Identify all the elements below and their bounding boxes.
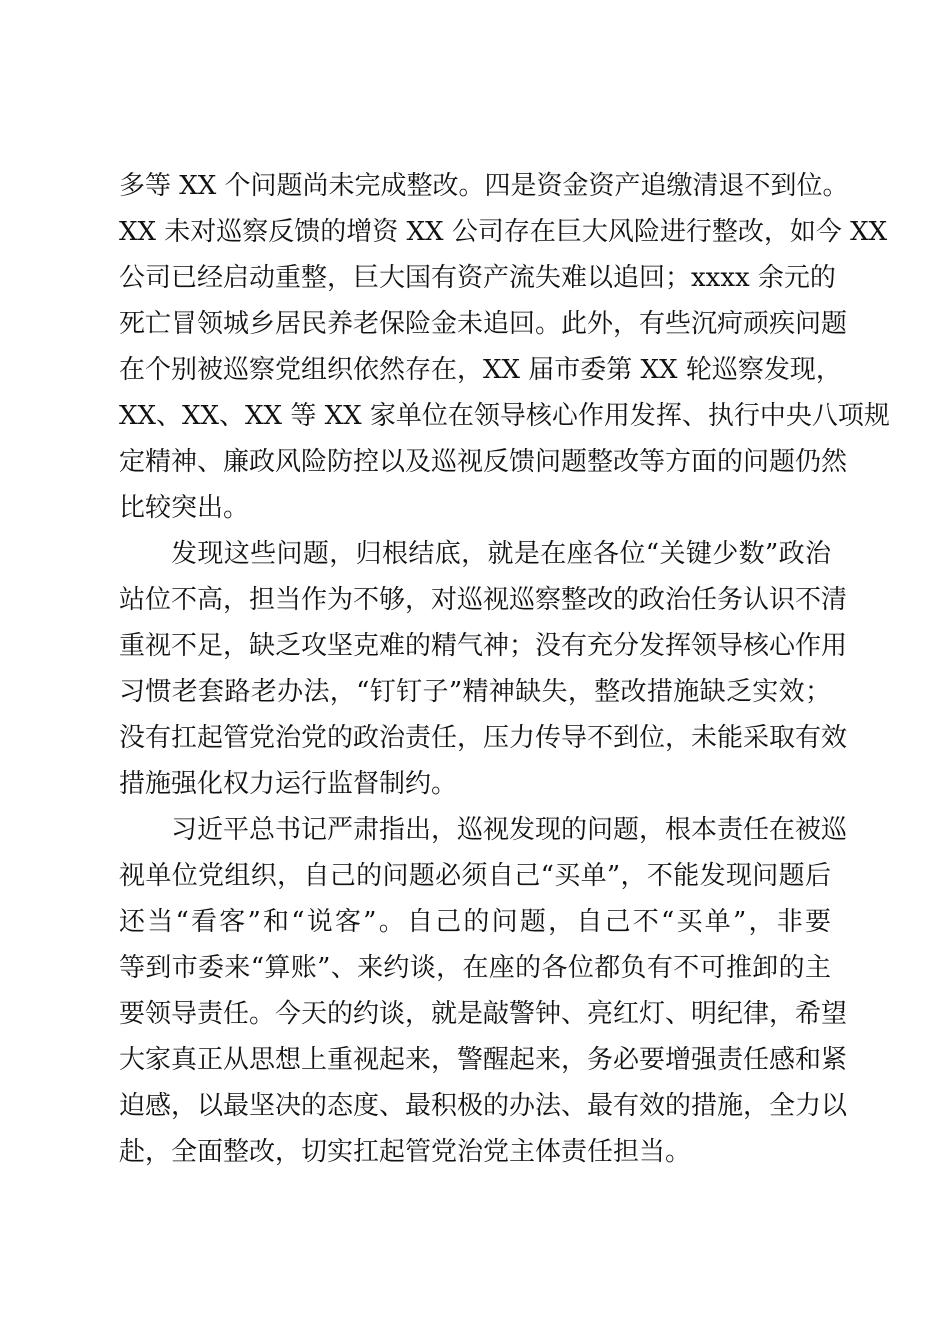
document-body — [119, 163, 890, 1175]
text-line: 还当“看客”和“说客”。自己的问题，自己不“买单”，非要 — [119, 907, 831, 937]
paragraph-problems-cause — [119, 531, 848, 807]
text-line: 习惯老套路老办法，“钉钉子”精神缺失，整改措施缺乏实效； — [119, 677, 831, 707]
text-line: 赴，全面整改，切实扛起管党治党主体责任担当。 — [119, 1137, 692, 1167]
paragraph-responsibility — [119, 807, 848, 1175]
text-line: 重视不足，缺乏攻坚克难的精气神；没有充分发挥领导核心作用 — [119, 631, 848, 661]
paragraph-continuation — [119, 163, 890, 531]
text-line: 公司已经启动重整，巨大国有资产流失难以追回；xxxx 余元的 — [119, 263, 836, 293]
text-line: 措施强化权力运行监督制约。 — [119, 769, 458, 799]
text-line: 发现这些问题，归根结底，就是在座各位“关键少数”政治 — [171, 539, 831, 569]
text-line: 多等 XX 个问题尚未完成整改。四是资金资产追缴清退不到位。 — [119, 171, 849, 201]
text-line: 习近平总书记严肃指出，巡视发现的问题，根本责任在被巡 — [171, 815, 848, 845]
text-line: 没有扛起管党治党的政治责任，压力传导不到位，未能采取有效 — [119, 723, 848, 753]
text-line: 定精神、廉政风险防控以及巡视反馈问题整改等方面的问题仍然 — [119, 447, 848, 477]
text-line: XX 未对巡察反馈的增资 XX 公司存在巨大风险进行整改，如今 XX — [119, 217, 888, 247]
text-line: XX、XX、XX 等 XX 家单位在领导核心作用发挥、执行中央八项规 — [119, 401, 890, 431]
text-line: 迫感，以最坚决的态度、最积极的办法、最有效的措施，全力以 — [119, 1091, 848, 1121]
text-line: 等到市委来“算账”、来约谈，在座的各位都负有不可推卸的主 — [119, 953, 831, 983]
text-line: 死亡冒领城乡居民养老保险金未追回。此外，有些沉疴顽疾问题 — [119, 309, 848, 339]
text-line: 要领导责任。今天的约谈，就是敲警钟、亮红灯、明纪律，希望 — [119, 999, 848, 1029]
text-line: 站位不高，担当作为不够，对巡视巡察整改的政治任务认识不清 — [119, 585, 848, 615]
text-line: 大家真正从思想上重视起来，警醒起来，务必要增强责任感和紧 — [119, 1045, 848, 1075]
text-line: 比较突出。 — [119, 493, 250, 523]
text-line: 在个别被巡察党组织依然存在，XX 届市委第 XX 轮巡察发现， — [119, 355, 842, 385]
text-line: 视单位党组织，自己的问题必须自己“买单”，不能发现问题后 — [119, 861, 831, 891]
